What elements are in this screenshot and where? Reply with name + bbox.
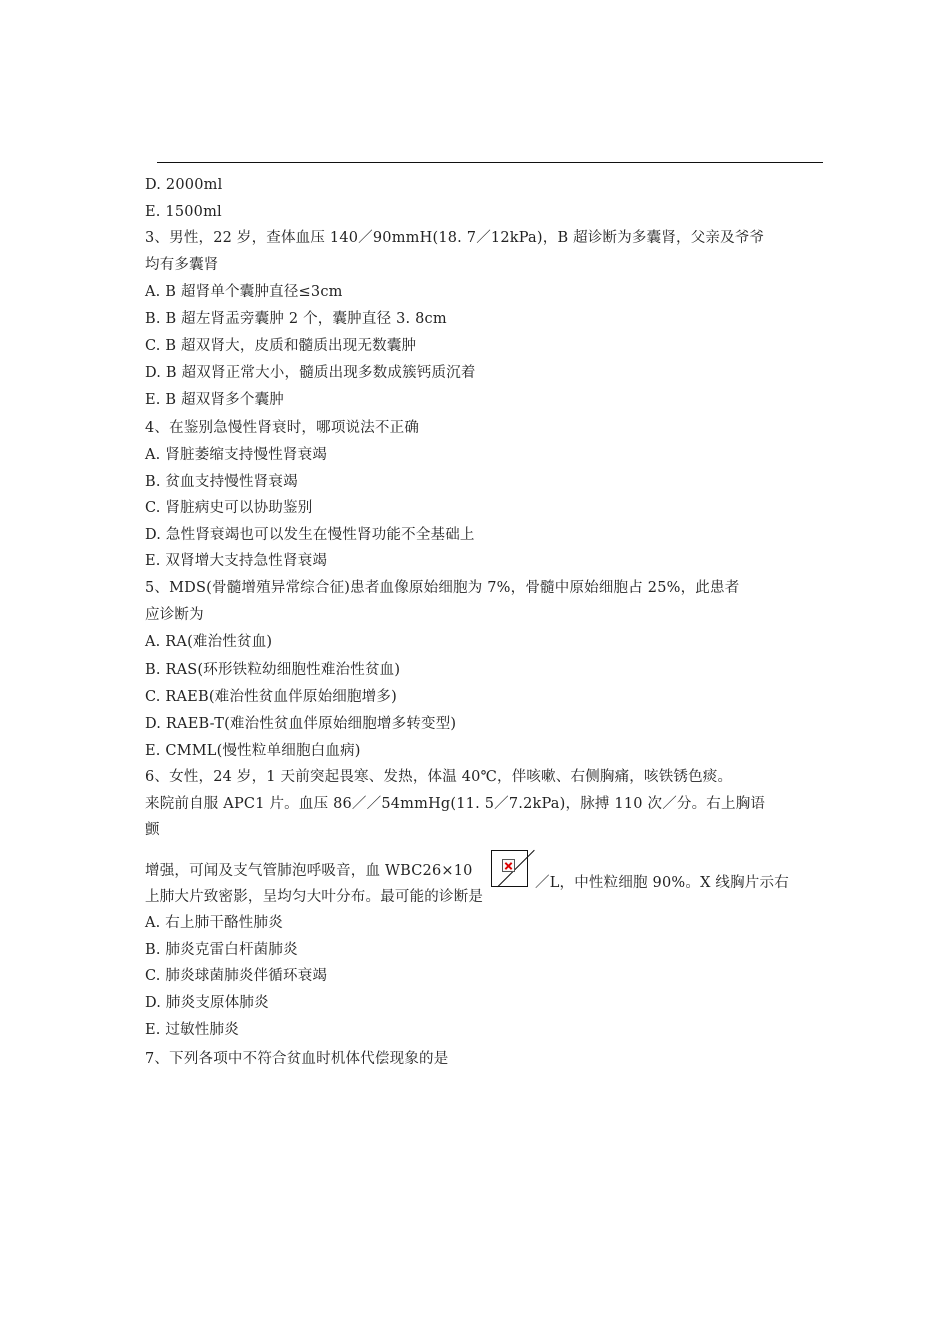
question-line: 颤 bbox=[145, 822, 160, 838]
option-line: C. 肺炎球菌肺炎伴循环衰竭 bbox=[145, 968, 328, 984]
option-line: E. B 超双肾多个囊肿 bbox=[145, 392, 284, 408]
question-line: ／L，中性粒细胞 90%。X 线胸片示右 bbox=[535, 875, 789, 891]
option-line: C. B 超双肾大，皮质和髓质出现无数囊肿 bbox=[145, 338, 417, 354]
question-line: 4、在鉴别急慢性肾衰时，哪项说法不正确 bbox=[145, 420, 420, 436]
option-line: B. 肺炎克雷白杆菌肺炎 bbox=[145, 942, 298, 958]
option-line: B. 贫血支持慢性肾衰竭 bbox=[145, 474, 298, 490]
question-line: 3、男性，22 岁，查体血压 140／90mmH(18. 7／12kPa)，B 超诊断为多囊肾，父亲及爷爷 bbox=[145, 230, 765, 246]
option-line: B. B 超左肾盂旁囊肿 2 个，囊肿直径 3. 8cm bbox=[145, 311, 447, 327]
question-line: 增强，可闻及支气管肺泡呼吸音，血 WBC26×10 bbox=[145, 863, 473, 879]
option-line: D. 2000ml bbox=[145, 177, 223, 193]
option-line: E. 过敏性肺炎 bbox=[145, 1022, 239, 1038]
broken-image-marker bbox=[502, 859, 515, 872]
option-line: D. RAEB-T(难治性贫血伴原始细胞增多转变型) bbox=[145, 716, 457, 732]
broken-image-icon bbox=[491, 850, 528, 887]
header-rule bbox=[157, 162, 823, 163]
option-line: E. CMML(慢性粒单细胞白血病) bbox=[145, 743, 361, 759]
question-line: 6、女性，24 岁，1 天前突起畏寒、发热，体温 40℃，伴咳嗽、右侧胸痛，咳铁锈色痰。 bbox=[145, 769, 733, 785]
question-line: 上肺大片致密影，呈均匀大叶分布。最可能的诊断是 bbox=[145, 889, 484, 905]
question-line: 均有多囊肾 bbox=[145, 257, 219, 273]
option-line: B. RAS(环形铁粒幼细胞性难治性贫血) bbox=[145, 662, 401, 678]
option-line: A. B 超肾单个囊肿直径≤3cm bbox=[145, 284, 343, 300]
option-line: D. 急性肾衰竭也可以发生在慢性肾功能不全基础上 bbox=[145, 527, 475, 543]
question-line: 来院前自服 APC1 片。血压 86／／54mmHg(11. 5／7.2kPa)，脉搏 110 次／分。右上胸语 bbox=[145, 796, 766, 812]
question-line: 7、下列各项中不符合贫血时机体代偿现象的是 bbox=[145, 1051, 449, 1067]
question-line: 应诊断为 bbox=[145, 607, 204, 623]
option-line: A. 肾脏萎缩支持慢性肾衰竭 bbox=[145, 447, 327, 463]
option-line: E. 1500ml bbox=[145, 204, 222, 220]
option-line: E. 双肾增大支持急性肾衰竭 bbox=[145, 553, 328, 569]
option-line: A. 右上肺干酪性肺炎 bbox=[145, 915, 283, 931]
option-line: D. 肺炎支原体肺炎 bbox=[145, 995, 269, 1011]
option-line: D. B 超双肾正常大小，髓质出现多数成簇钙质沉着 bbox=[145, 365, 476, 381]
option-line: A. RA(难治性贫血) bbox=[145, 634, 273, 650]
option-line: C. 肾脏病史可以协助鉴别 bbox=[145, 500, 313, 516]
option-line: C. RAEB(难治性贫血伴原始细胞增多) bbox=[145, 689, 397, 705]
question-line: 5、MDS(骨髓增殖异常综合征)患者血像原始细胞为 7%，骨髓中原始细胞占 25%，此患者 bbox=[145, 580, 740, 596]
